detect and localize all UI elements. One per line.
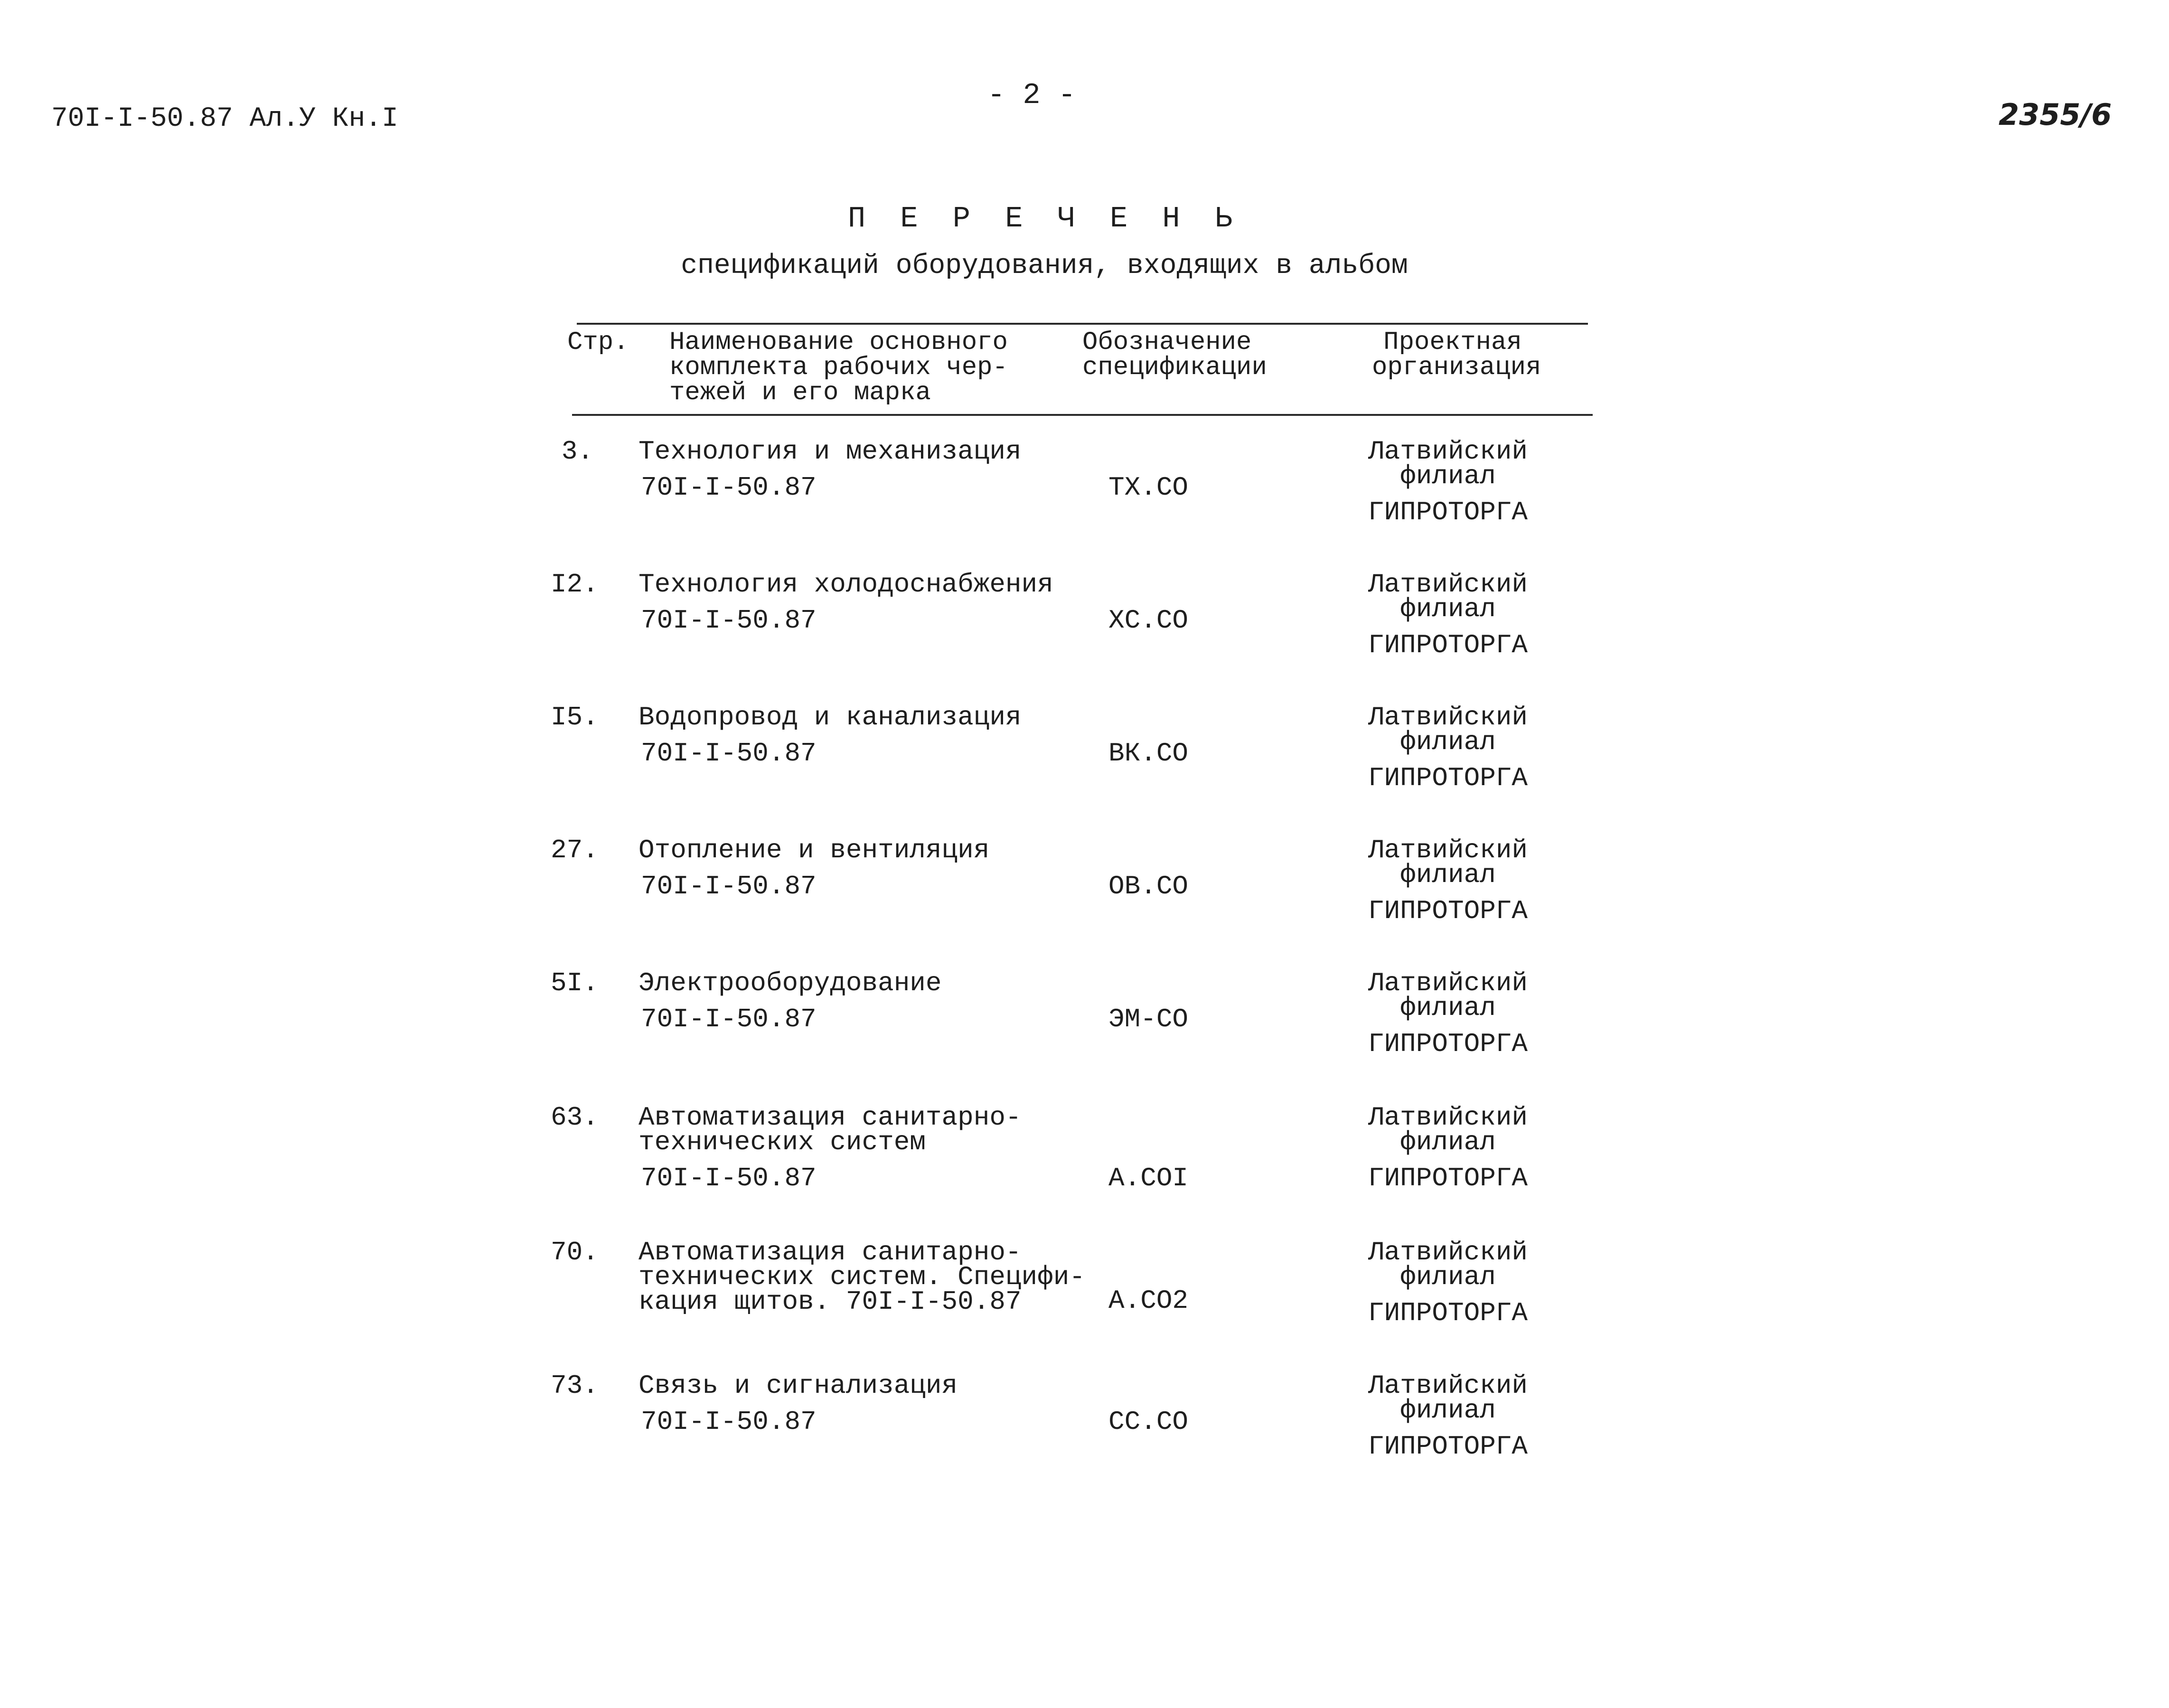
column-header-name: Наименование основного комплекта рабочих чер- тежей и его марка (669, 328, 1008, 407)
column-header-page: Стр. (567, 328, 629, 357)
row-page: 63. (551, 1102, 599, 1133)
row-org (1367, 569, 1529, 660)
row-page: I5. (551, 702, 599, 732)
row-org-sub: ГИПРОТОРГА (1368, 763, 1528, 793)
row-org (1367, 968, 1529, 1059)
row-spec: ВК.СО (1108, 738, 1189, 769)
row-name-code: 70I-I-50.87 (641, 871, 817, 901)
row-org-name: Латвийский филиал (1368, 702, 1528, 757)
row-page: 5I. (551, 968, 599, 998)
sheet-reference: 2355/6 (1999, 97, 2112, 132)
row-org-sub: ГИПРОТОРГА (1368, 630, 1528, 660)
row-org-name: Латвийский филиал (1368, 1370, 1528, 1426)
column-header-spec: Обозначение спецификации (1082, 328, 1267, 382)
row-org-sub: ГИПРОТОРГА (1368, 896, 1528, 926)
row-page: 27. (551, 835, 599, 865)
row-name: Автоматизация санитарно- технических систем (638, 1102, 1022, 1157)
row-org-sub: ГИПРОТОРГА (1368, 497, 1528, 527)
row-org-sub: ГИПРОТОРГА (1368, 1431, 1528, 1462)
row-name: Технология и механизация (638, 436, 1022, 467)
row-name-code: 70I-I-50.87 (641, 1407, 817, 1437)
row-org (1367, 1370, 1529, 1462)
row-org-name: Латвийский филиал (1368, 1102, 1528, 1157)
row-org-name: Латвийский филиал (1368, 1237, 1528, 1292)
row-org (1367, 835, 1529, 926)
row-org-name: Латвийский филиал (1368, 436, 1528, 491)
row-org-name: Латвийский филиал (1368, 835, 1528, 890)
row-name: Связь и сигнализация (638, 1370, 958, 1401)
row-spec: СС.СО (1108, 1407, 1189, 1437)
row-spec: ХС.СО (1108, 605, 1189, 636)
column-header-org: Проектная организация (1372, 328, 1541, 382)
row-name: Водопровод и канализация (638, 702, 1022, 732)
row-org-name: Латвийский филиал (1368, 968, 1528, 1023)
page-number: - 2 - (987, 78, 1076, 112)
row-name-code: 70I-I-50.87 (641, 605, 817, 636)
row-name: Технология холодоснабжения (638, 569, 1053, 600)
row-name-code: 70I-I-50.87 (641, 1004, 817, 1034)
row-spec: А.СОI (1108, 1163, 1189, 1193)
row-spec: ЭМ-СО (1108, 1004, 1189, 1034)
row-spec: ОВ.СО (1108, 871, 1189, 901)
row-name: Автоматизация санитарно- технических систем. Специфи- кация щитов. 70I-I-50.87 (638, 1237, 1085, 1317)
row-org-sub: ГИПРОТОРГА (1368, 1163, 1528, 1193)
row-name-code: 70I-I-50.87 (641, 1163, 817, 1193)
row-name: Электрооборудование (638, 968, 942, 998)
row-org (1367, 436, 1529, 527)
row-page: 73. (551, 1370, 599, 1401)
row-name-code: 70I-I-50.87 (641, 472, 817, 503)
table-top-rule (577, 323, 1588, 325)
row-page: 70. (551, 1237, 599, 1267)
row-page: I2. (551, 569, 599, 600)
row-org-name: Латвийский филиал (1368, 569, 1528, 624)
row-name: Отопление и вентиляция (638, 835, 990, 865)
row-org-sub: ГИПРОТОРГА (1368, 1298, 1528, 1328)
row-org (1367, 1237, 1529, 1328)
document-title: П Е Р Е Ч Е Н Ь (847, 202, 1241, 235)
row-org (1367, 702, 1529, 793)
row-spec: А.СО2 (1108, 1286, 1189, 1316)
row-name-code: 70I-I-50.87 (641, 738, 817, 769)
row-org-sub: ГИПРОТОРГА (1368, 1029, 1528, 1059)
row-page: 3. (561, 436, 593, 467)
document-code: 70I-I-50.87 Ал.У Кн.I (51, 103, 398, 134)
table-header-rule (572, 414, 1593, 416)
row-spec: ТХ.СО (1108, 472, 1189, 503)
document-subtitle: спецификаций оборудования, входящих в альбом (681, 251, 1408, 282)
row-org (1367, 1102, 1529, 1193)
